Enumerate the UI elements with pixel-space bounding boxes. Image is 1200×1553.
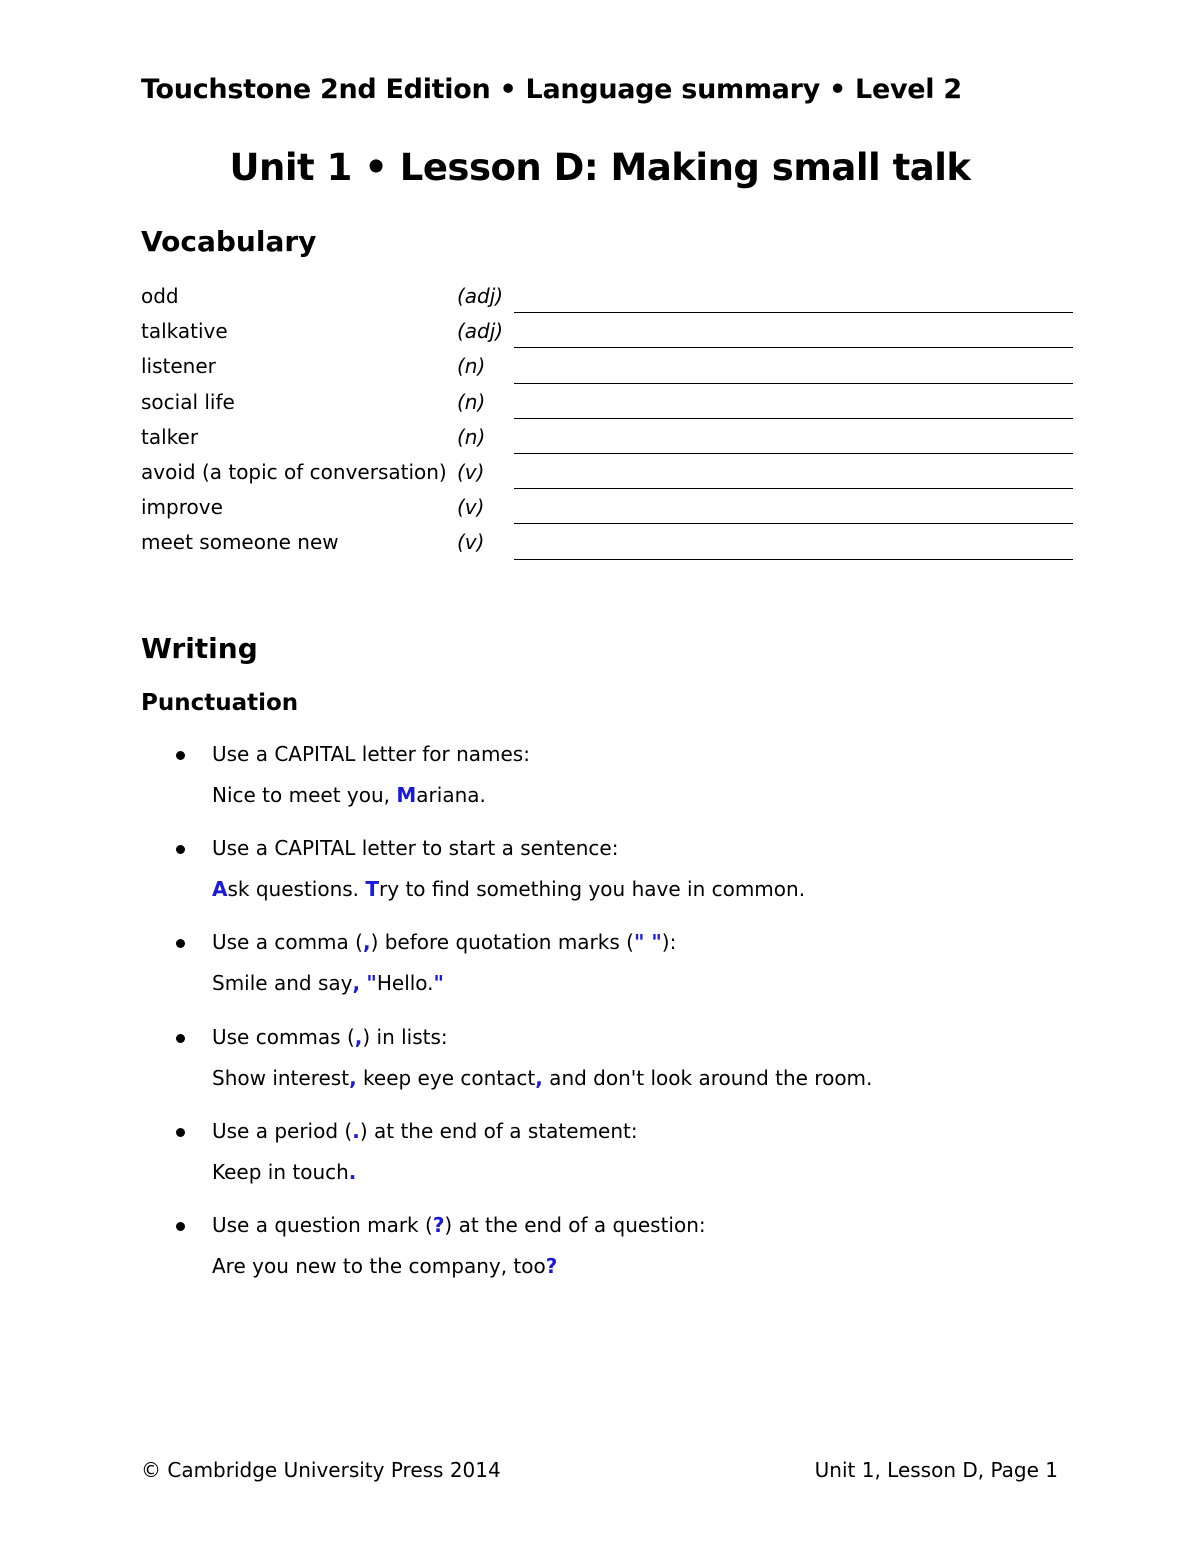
vocab-row: [141, 313, 1073, 348]
highlighted-punctuation: .: [348, 1159, 357, 1184]
punctuation-rule-item: [141, 926, 1101, 1020]
text-segment: Use a CAPITAL letter to start a sentence:: [212, 836, 619, 861]
text-segment: Smile and say: [212, 971, 353, 996]
text-segment: ariana.: [416, 783, 486, 807]
document-header: Touchstone 2nd Edition • Language summary • Level 2: [141, 74, 962, 105]
highlighted-punctuation: ,: [535, 1065, 543, 1090]
vocab-word: talkative: [141, 319, 228, 344]
text-segment: Use commas (: [212, 1024, 355, 1049]
vocab-row: [141, 524, 1073, 559]
vocab-row: [141, 454, 1073, 489]
text-segment: Keep in touch: [212, 1159, 349, 1184]
vocab-answer-line[interactable]: [514, 559, 1073, 560]
vocab-part-of-speech: (n): [457, 354, 486, 379]
vocab-word: improve: [141, 495, 223, 520]
highlighted-punctuation: T: [365, 877, 380, 902]
vocab-word: meet someone new: [141, 530, 339, 555]
text-segment: ) at the end of a statement:: [359, 1118, 638, 1143]
text-segment: sk questions.: [227, 877, 366, 902]
rule-text: [212, 1119, 638, 1143]
highlighted-punctuation: A: [212, 877, 228, 902]
text-segment: ) before quotation marks (: [370, 930, 634, 955]
vocab-part-of-speech: (v): [457, 530, 485, 555]
bullet-icon: [176, 1222, 185, 1231]
punctuation-rules: [141, 738, 1101, 1303]
highlighted-punctuation: .: [352, 1118, 360, 1143]
highlighted-punctuation: " ": [633, 930, 662, 955]
rule-example: [212, 783, 486, 807]
rule-example: [212, 1160, 356, 1184]
vocabulary-list: [141, 278, 1073, 560]
highlighted-punctuation: M: [396, 783, 417, 807]
bullet-icon: [176, 1034, 185, 1043]
text-segment: ) in lists:: [362, 1024, 448, 1049]
text-segment: ry to find something you have in common.: [379, 877, 806, 902]
rule-text: [212, 930, 676, 954]
highlighted-punctuation: ": [433, 971, 444, 996]
rule-text: [212, 836, 618, 860]
vocab-word: social life: [141, 389, 235, 414]
highlighted-punctuation: ?: [432, 1212, 445, 1237]
text-segment: Use a CAPITAL letter for names:: [212, 742, 530, 766]
writing-heading: Writing: [141, 632, 258, 665]
vocab-part-of-speech: (adj): [457, 284, 504, 308]
highlighted-punctuation: ?: [545, 1253, 558, 1278]
vocab-row: [141, 348, 1073, 383]
rule-text: [212, 1025, 448, 1049]
text-segment: Show interest: [212, 1065, 350, 1090]
text-segment: Use a comma (: [212, 930, 363, 955]
text-segment: Hello.: [376, 971, 434, 996]
highlighted-punctuation: ,: [349, 1065, 357, 1090]
punctuation-rule-item: [141, 1209, 1101, 1303]
vocab-part-of-speech: (n): [457, 424, 486, 449]
punctuation-rule-item: [141, 1115, 1101, 1209]
vocab-part-of-speech: (n): [457, 389, 486, 414]
punctuation-heading: Punctuation: [141, 690, 299, 716]
footer-copyright: © Cambridge University Press 2014: [141, 1458, 501, 1482]
punctuation-rule-item: [141, 1021, 1101, 1115]
text-segment: ) at the end of a question:: [444, 1212, 706, 1237]
vocab-part-of-speech: (v): [457, 459, 485, 484]
rule-example: [212, 971, 444, 995]
text-segment: Use a period (: [212, 1118, 353, 1143]
rule-example: [212, 1066, 872, 1090]
highlighted-punctuation: ,: [352, 971, 361, 996]
vocab-word: odd: [141, 284, 179, 308]
vocabulary-heading: Vocabulary: [141, 225, 317, 258]
text-segment: and don't look around the room.: [542, 1065, 873, 1090]
text-segment: Nice to meet you,: [212, 783, 397, 807]
vocab-row: [141, 278, 1073, 313]
text-segment: keep eye contact: [356, 1065, 536, 1090]
text-segment: ):: [661, 930, 677, 955]
punctuation-rule-item: [141, 832, 1101, 926]
bullet-icon: [176, 751, 185, 760]
bullet-icon: [176, 845, 185, 854]
rule-text: [212, 1213, 706, 1237]
vocab-row: [141, 489, 1073, 524]
vocab-word: talker: [141, 424, 199, 449]
vocab-part-of-speech: (v): [457, 495, 485, 520]
bullet-icon: [176, 1128, 185, 1137]
vocab-part-of-speech: (adj): [457, 319, 504, 344]
highlighted-punctuation: ": [366, 971, 377, 996]
bullet-icon: [176, 939, 185, 948]
rule-example: [212, 877, 805, 901]
highlighted-punctuation: ,: [354, 1024, 363, 1049]
vocab-word: listener: [141, 354, 216, 379]
text-segment: Use a question mark (: [212, 1212, 433, 1237]
vocab-word: avoid (a topic of conversation): [141, 459, 447, 484]
highlighted-punctuation: ,: [362, 930, 371, 955]
page-title: Unit 1 • Lesson D: Making small talk: [229, 146, 971, 189]
footer-page-info: Unit 1, Lesson D, Page 1: [814, 1458, 1058, 1482]
rule-text: [212, 742, 530, 766]
vocab-row: [141, 384, 1073, 419]
text-segment: Are you new to the company, too: [212, 1253, 546, 1278]
punctuation-rule-item: [141, 738, 1101, 832]
rule-example: [212, 1254, 557, 1278]
vocab-row: [141, 419, 1073, 454]
